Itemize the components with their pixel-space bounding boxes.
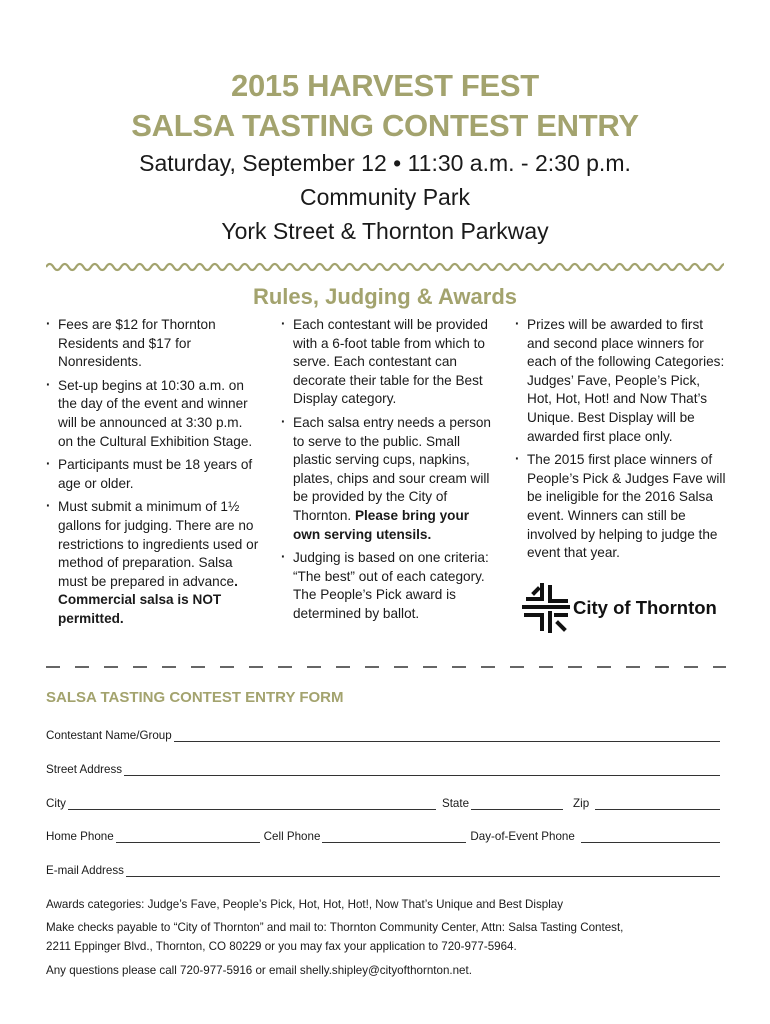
contestant-name-input-line[interactable] — [174, 729, 720, 742]
street-address-input-line[interactable] — [124, 763, 720, 776]
rules-column-3 — [515, 316, 728, 568]
phone-row — [46, 825, 720, 843]
zip-label: Zip — [573, 797, 590, 810]
city-state-zip-row — [46, 792, 720, 810]
rule-item: · Prizes will be awarded to first and second place winners for each of the following Categories: Judges’ Fave, People’s Pick, Hot, Hot, Hot! and Now That’s Unique. Best Display will be awarded first place only. — [515, 316, 728, 446]
cell-phone-label: Cell Phone — [263, 830, 321, 843]
thornton-emblem-icon — [522, 583, 570, 633]
title-line-1: 2015 HARVEST FEST — [231, 68, 539, 103]
city-label: City — [46, 797, 66, 810]
rule-item — [281, 414, 493, 544]
event-date: Saturday, September 12 • 11:30 a.m. - 2:30 p.m. — [139, 150, 631, 176]
home-phone-input-line[interactable] — [116, 830, 260, 843]
home-phone-label: Home Phone — [46, 830, 114, 843]
email-label: E-mail Address — [46, 864, 124, 877]
city-input-line[interactable] — [68, 797, 436, 810]
rules-column-2 — [281, 316, 493, 629]
rule-item — [46, 498, 260, 628]
wavy-divider — [46, 259, 724, 275]
rules-heading: Rules, Judging & Awards — [252, 284, 518, 309]
event-address: York Street & Thornton Parkway — [221, 218, 549, 244]
rule-item: · Participants must be 18 years of age or older. — [46, 456, 260, 493]
checks-note-line-2: 2211 Eppinger Blvd., Thornton, CO 80229 or you may fax your application to 720-977-5964. — [46, 940, 517, 953]
rule-text: Must submit a minimum of 1½ gallons for judging. There are no restrictions to ingredients used or method of preparation. Salsa must be prepared in advance — [58, 499, 259, 589]
cut-line-divider — [46, 666, 726, 668]
email-input-line[interactable] — [126, 864, 720, 877]
rule-item: · Each contestant will be provided with a 6-foot table from which to serve. Each contestant can decorate their table for the Best Display category. — [281, 316, 493, 409]
questions-note: Any questions please call 720-977-5916 or email shelly.shipley@cityofthornton.net. — [46, 964, 472, 977]
city-logo — [522, 583, 727, 635]
awards-note: Awards categories: Judge’s Fave, People’s Pick, Hot, Hot, Hot!, Now That’s Unique and Best Display — [46, 898, 564, 911]
state-label: State — [441, 797, 470, 810]
title-line-2: SALSA TASTING CONTEST ENTRY — [131, 108, 639, 143]
state-input-line[interactable] — [471, 797, 563, 810]
rule-emphasis: Please bring your own serving utensils. — [293, 507, 470, 542]
contestant-name-label: Contestant Name/Group — [46, 729, 172, 742]
rules-column-1 — [46, 316, 260, 634]
email-field[interactable] — [46, 859, 720, 877]
form-heading: SALSA TASTING CONTEST ENTRY FORM — [46, 689, 344, 706]
contestant-name-field[interactable] — [46, 724, 720, 742]
rule-item: · The 2015 first place winners of People’s Pick & Judges Fave will be ineligible for the 2016 Salsa event. Winners can still be involved by helping to judge the event that year. — [515, 451, 728, 563]
rule-emphasis: . Commercial salsa is NOT permitted. — [58, 573, 238, 626]
rule-item: · Judging is based on one criteria: “The best” out of each category. The People’s Pick award is determined by ballot. — [281, 549, 493, 623]
day-phone-input-line[interactable] — [581, 830, 720, 843]
street-address-field[interactable] — [46, 758, 720, 776]
zip-input-line[interactable] — [595, 797, 720, 810]
rule-item: · Fees are $12 for Thornton Residents and $17 for Nonresidents. — [46, 316, 260, 372]
rule-text: Each salsa entry needs a person to serve to the public. Small plastic serving cups, napkins, plates, chips and sour cream will be provided by the City of Thornton. — [293, 414, 491, 523]
event-venue: Community Park — [300, 184, 470, 210]
logo-text: City of Thornton — [573, 597, 717, 618]
street-address-label: Street Address — [46, 763, 123, 776]
cell-phone-input-line[interactable] — [322, 830, 466, 843]
day-phone-label: Day-of-Event Phone — [470, 830, 575, 843]
rule-item: · Set-up begins at 10:30 a.m. on the day of the event and winner will be announced at 3:30 p.m. on the Cultural Exhibition Stage. — [46, 377, 260, 451]
checks-note-line-1: Make checks payable to “City of Thornton” and mail to: Thornton Community Center, Attn: Salsa Tasting Contest, — [46, 921, 624, 934]
